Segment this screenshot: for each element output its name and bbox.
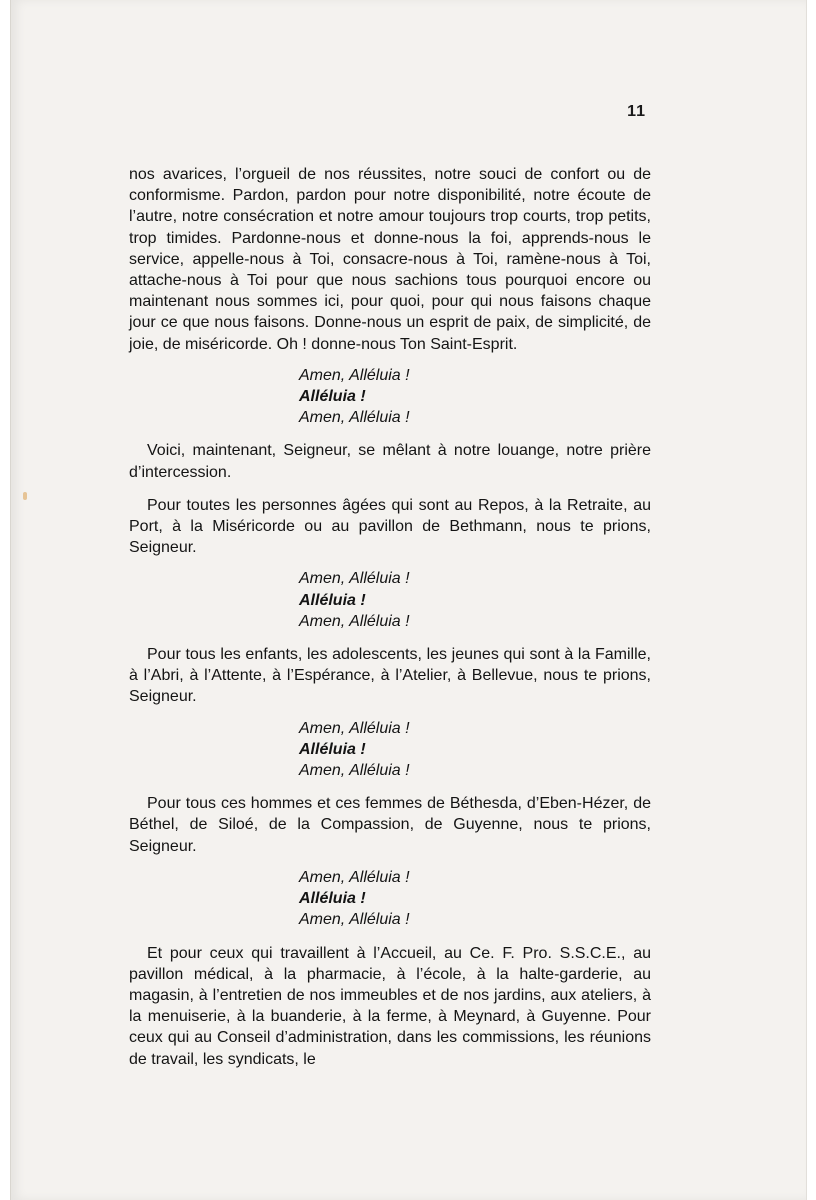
refrain-block — [129, 718, 651, 782]
refrain-block — [129, 568, 651, 632]
refrain-line-amen-alleluia: Amen, Alléluia ! — [299, 366, 410, 384]
refrain-line-amen-alleluia: Amen, Alléluia ! — [299, 570, 410, 588]
refrain-line-alleluia: Alléluia ! — [299, 890, 366, 908]
page-number: 11 — [627, 103, 646, 120]
paper-stain — [23, 492, 27, 500]
paragraph-hommes-femmes: Pour tous ces hommes et ces femmes de Béthesda, d’Eben-Hézer, de Béthel, de Siloé, de la Compassion, de Guyenne, nous te prions, Seigneur. — [129, 795, 651, 855]
document-body — [129, 164, 651, 1070]
refrain-line-amen-alleluia: Amen, Alléluia ! — [299, 911, 410, 929]
paragraph-enfants: Pour tous les enfants, les adolescents, les jeunes qui sont à la Famille, à l’Abri, à l’Attente, à l’Espérance, à l’Atelier, à Bellevue, nous te prions, Seigneur. — [129, 646, 651, 706]
paragraph-personnes-agees: Pour toutes les personnes âgées qui sont au Repos, à la Retraite, au Port, à la Miséricorde ou au pavillon de Bethmann, nous te prions, Seigneur. — [129, 496, 651, 557]
paragraph-intercession: Voici, maintenant, Seigneur, se mêlant à notre louange, notre prière d’intercession. — [129, 442, 651, 481]
paragraph-pardon: nos avarices, l’orgueil de nos réussites, notre souci de confort ou de conformisme. Pardon, pardon pour notre disponibilité, notre écoute de l’autre, notre consécration et notre amour toujours trop courts, trop petits, trop timides. Pardonne-nous et donne-nous la foi, apprends-nous le service, appelle-nous à Toi, consacre-nous à Toi, ramène-nous à Toi, attache-nous à Toi pour que nous sachions tous pourquoi encore ou maintenant nous sommes ici, pour quoi, pour qui nous faisons chaque jour ce que nous faisons. Donne-nous un esprit de paix, de simplicité, de joie, de miséricorde. Oh ! donne-nous Ton Saint-Esprit. — [129, 166, 651, 353]
refrain-line-amen-alleluia: Amen, Alléluia ! — [299, 762, 410, 780]
paragraph-travailleurs: Et pour ceux qui travaillent à l’Accueil, au Ce. F. Pro. S.S.C.E., au pavillon médical, à la pharmacie, à l’école, à la halte-garderie, au magasin, à l’entretien de nos immeubles et de nos jardins, aux ateliers, à la menuiserie, à la buanderie, à la ferme, à Meynard, à Guyenne. Pour ceux qui au Conseil d’administration, dans les commissions, les réunions de travail, les syndicats, le — [129, 944, 651, 1068]
document-page — [10, 0, 807, 1200]
refrain-line-amen-alleluia: Amen, Alléluia ! — [299, 719, 410, 737]
refrain-line-amen-alleluia: Amen, Alléluia ! — [299, 409, 410, 427]
refrain-block — [129, 867, 651, 931]
refrain-block — [129, 365, 651, 429]
refrain-line-amen-alleluia: Amen, Alléluia ! — [299, 868, 410, 886]
refrain-line-alleluia: Alléluia ! — [299, 740, 366, 758]
refrain-line-amen-alleluia: Amen, Alléluia ! — [299, 612, 410, 630]
refrain-line-alleluia: Alléluia ! — [299, 388, 366, 406]
refrain-line-alleluia: Alléluia ! — [299, 591, 366, 609]
